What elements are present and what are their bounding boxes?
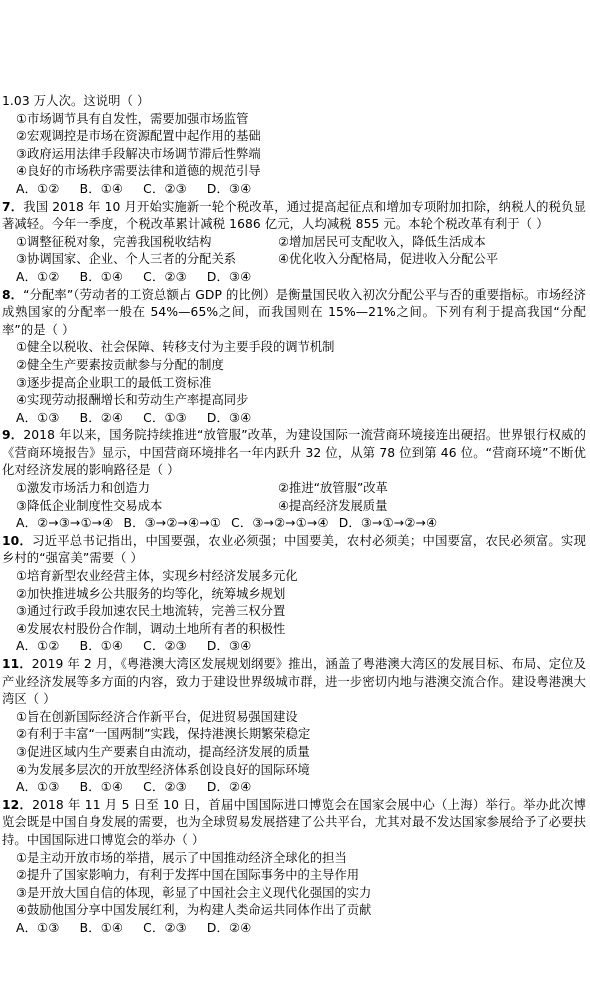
- question-7: [2, 199, 586, 287]
- answer-b[interactable]: B．②④: [79, 410, 124, 425]
- question-stem: [2, 797, 586, 850]
- option-4: ④发展农村股份合作制，调动土地所有者的积极性: [16, 621, 286, 636]
- answer-d[interactable]: D．③→①→②→④: [338, 516, 438, 531]
- question-stem: [2, 427, 586, 480]
- option-2: ②健全生产要素按贡献参与分配的制度: [16, 357, 224, 372]
- exam-page: [2, 93, 586, 938]
- option-row: [2, 498, 586, 516]
- answer-choices: [2, 410, 586, 428]
- question-text: “分配率”（劳动者的工资总额占 GDP 的比例）是衡量国民收入初次分配公平与否的重要指标。市场经济成熟国家的分配率一般在 54%—65%之间，而我国则在 15%—21%之间。下列有利于提高我国“分配率”的是（ ）: [2, 287, 586, 337]
- question-text: 2018 年以来，国务院持续推进“放管服”改革，为建设国际一流营商环境接连出硬招。世界银行权威的《营商环境报告》显示，中国营商环境排名一年内跃升 32 位，从第 78 位到第 46 位。“营商环境”不断优化对经济发展的影响路径是（ ）: [2, 428, 586, 478]
- option-3: ③政府运用法律手段解决市场调节滞后性弊端: [16, 146, 261, 161]
- answer-a[interactable]: A．①③: [16, 410, 60, 425]
- question-text: 我国 2018 年 10 月开始实施新一轮个税改革，通过提高起征点和增加专项附加扣除，纳税人的税负显著减轻。今年一季度，个税改革累计减税 1686 亿元，人均减税 855 元。本轮个税改革有利于（ ）: [2, 199, 586, 232]
- answer-choices: [2, 779, 586, 797]
- answer-c[interactable]: C．③→②→①→④: [231, 516, 329, 531]
- answer-choices: [2, 181, 586, 199]
- option-2: ②宏观调控是市场在资源配置中起作用的基础: [16, 129, 261, 144]
- question-stem: [2, 287, 586, 340]
- answer-a[interactable]: A．①②: [16, 269, 60, 284]
- question-11: [2, 656, 586, 797]
- option-row: [2, 480, 586, 498]
- answer-a[interactable]: A．①②: [16, 181, 60, 196]
- option-1: ①市场调节具有自发性，需要加强市场监管: [16, 111, 249, 126]
- answer-a[interactable]: A．①③: [16, 780, 60, 795]
- answer-choices: [2, 920, 586, 938]
- question-text: 2018 年 11 月 5 日至 10 日，首届中国国际进口博览会在国家会展中心（上海）举行。举办此次博览会既是中国自身发展的需要，也为全球贸易发展搭建了公共平台，尤其对最不发达国家参展给予了必要扶持。中国国际进口博览会的举办（ ）: [2, 797, 586, 847]
- answer-d[interactable]: D．②④: [206, 780, 252, 795]
- option-4: ④优化收入分配格局，促进收入分配公平: [278, 252, 499, 267]
- answer-c[interactable]: C．②③: [143, 780, 187, 795]
- answer-choices: [2, 515, 586, 533]
- question-stem: [2, 199, 586, 234]
- option-1: ①旨在创新国际经济合作新平台，促进贸易强国建设: [16, 709, 298, 724]
- option-3: ③协调国家、企业、个人三者的分配关系: [16, 252, 237, 267]
- option-2: ②加快推进城乡公共服务的均等化，统筹城乡规划: [16, 586, 286, 601]
- option-1: ①调整征税对象，完善我国税收结构: [16, 234, 212, 249]
- question-stem: [2, 656, 586, 709]
- option-4: ④鼓励他国分享中国发展红利，为构建人类命运共同体作出了贡献: [16, 903, 372, 918]
- option-1: ①是主动开放市场的举措，展示了中国推动经济全球化的担当: [16, 850, 347, 865]
- answer-b[interactable]: B．①④: [79, 920, 124, 935]
- answer-d[interactable]: D．③④: [206, 181, 252, 196]
- question-stem: [2, 533, 586, 568]
- question-text: 2019 年 2 月，《粤港澳大湾区发展规划纲要》推出，涵盖了粤港澳大湾区的发展目标、布局、定位及产业经济发展等多方面的内容，致力于建设世界级城市群，进一步密切内地与港澳交流合作。建设粤港澳大湾区（ ）: [2, 657, 586, 707]
- answer-d[interactable]: D．③④: [206, 269, 252, 284]
- option-2: ②推进“放管服”改革: [278, 481, 388, 496]
- answer-c[interactable]: C．②③: [143, 639, 187, 654]
- option-2: ②增加居民可支配收入，降低生活成本: [278, 234, 486, 249]
- answer-b[interactable]: B．①④: [79, 780, 124, 795]
- option-row: [2, 234, 586, 252]
- option-4: ④良好的市场秩序需要法律和道德的规范引导: [16, 164, 261, 179]
- option-4: ④实现劳动报酬增长和劳动生产率提高同步: [16, 393, 249, 408]
- option-4: ④为发展多层次的开放型经济体系创设良好的国际环境: [16, 762, 310, 777]
- option-4: ④提高经济发展质量: [278, 498, 388, 513]
- option-1: ①健全以税收、社会保障、转移支付为主要手段的调节机制: [16, 340, 335, 355]
- answer-b[interactable]: B．①④: [79, 181, 124, 196]
- answer-a[interactable]: A．②→③→①→④: [16, 516, 114, 531]
- answer-c[interactable]: C．①③: [143, 410, 187, 425]
- question-8: [2, 287, 586, 428]
- question-9: [2, 427, 586, 533]
- question-number: 8．: [2, 287, 24, 302]
- option-3: ③是开放大国自信的体现，彰显了中国社会主义现代化强国的实力: [16, 885, 372, 900]
- answer-c[interactable]: C．②③: [143, 181, 187, 196]
- question-number: 11．: [2, 657, 32, 671]
- option-2: ②提升了国家影响力，有利于发挥中国在国际事务中的主导作用: [16, 868, 360, 883]
- option-3: ③降低企业制度性交易成本: [16, 498, 163, 513]
- answer-c[interactable]: C．②③: [143, 920, 187, 935]
- answer-b[interactable]: B．③→②→④→①: [123, 516, 222, 531]
- option-1: ①培育新型农业经营主体，实现乡村经济发展多元化: [16, 569, 298, 584]
- option-3: ③通过行政手段加速农民土地流转，完善三权分置: [16, 604, 286, 619]
- answer-d[interactable]: D．②④: [206, 920, 252, 935]
- answer-choices: [2, 269, 586, 287]
- question-10: [2, 533, 586, 656]
- option-row: [2, 251, 586, 269]
- question-number: 7．: [2, 199, 24, 214]
- question-number: 10．: [2, 533, 33, 548]
- answer-b[interactable]: B．①④: [79, 269, 124, 284]
- question-stem: 1.03 万人次。这说明（ ）: [2, 94, 150, 108]
- question-6-tail: [2, 93, 586, 199]
- answer-a[interactable]: A．①②: [16, 639, 60, 654]
- answer-choices: [2, 638, 586, 656]
- question-12: [2, 797, 586, 938]
- answer-b[interactable]: B．①④: [79, 639, 124, 654]
- option-1: ①激发市场活力和创造力: [16, 481, 150, 496]
- option-2: ②有利于丰富“一国两制”实践，保持港澳长期繁荣稳定: [16, 727, 311, 742]
- option-3: ③促进区域内生产要素自由流动，提高经济发展的质量: [16, 744, 310, 759]
- answer-d[interactable]: D．③④: [206, 639, 252, 654]
- question-text: 习近平总书记指出，中国要强，农业必须强；中国要美，农村必须美；中国要富，农民必须富。实现乡村的“强富美”需要（ ）: [2, 533, 586, 566]
- answer-c[interactable]: C．②③: [143, 269, 187, 284]
- question-number: 12．: [2, 797, 33, 812]
- question-number: 9．: [2, 428, 24, 443]
- option-3: ③逐步提高企业职工的最低工资标准: [16, 375, 212, 390]
- answer-d[interactable]: D．③④: [206, 410, 252, 425]
- answer-a[interactable]: A．①③: [16, 920, 60, 935]
